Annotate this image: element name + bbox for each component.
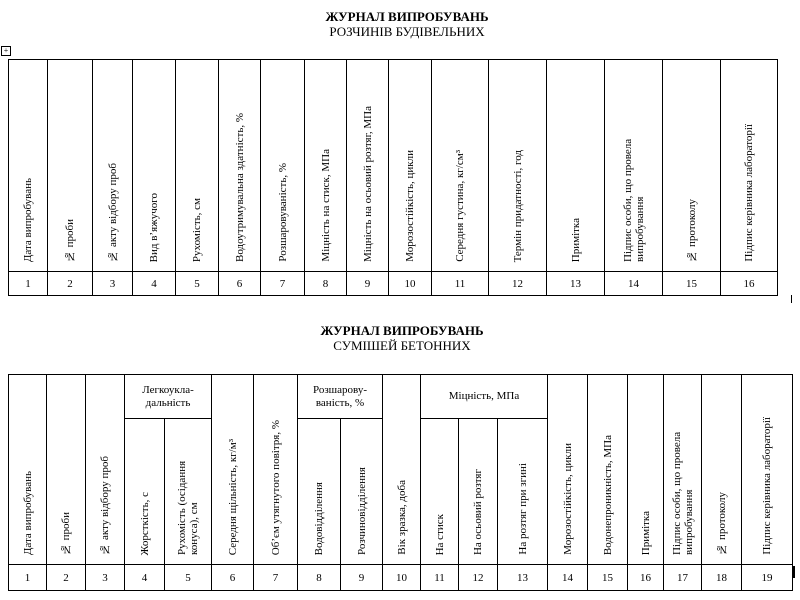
j1-col-header: № акту відбору проб xyxy=(93,60,133,272)
journal2-title-block xyxy=(2,323,800,353)
j2-col-number: 5 xyxy=(165,565,212,591)
j1-col-header: Міцність на осьовий розтяг, МПа xyxy=(347,60,389,272)
journal2-title: ЖУРНАЛ ВИПРОБУВАНЬ xyxy=(320,323,484,338)
j2-col-number: 8 xyxy=(298,565,341,591)
j2-col-header: № проби xyxy=(47,375,86,565)
j1-col-number: 4 xyxy=(133,272,176,296)
j2-col-header: Рухомість (осідання конуса), см xyxy=(165,419,212,565)
j1-col-header: Підпис керівника лабораторії xyxy=(721,60,778,272)
j2-col-number: 6 xyxy=(212,565,254,591)
j2-col-header: Середня щільність, кг/м³ xyxy=(212,375,254,565)
j1-col-number: 13 xyxy=(547,272,605,296)
j2-col-header: На осьовий розтяг xyxy=(459,419,498,565)
j2-col-number: 9 xyxy=(341,565,383,591)
j2-col-number: 2 xyxy=(47,565,86,591)
journal1-number-row xyxy=(9,272,778,296)
journal2-group-header-row xyxy=(9,375,793,419)
j1-col-number: 3 xyxy=(93,272,133,296)
j2-col-header: Дата випробувань xyxy=(9,375,47,565)
j2-col-number: 4 xyxy=(125,565,165,591)
j1-col-number: 8 xyxy=(305,272,347,296)
j2-group-strength: Міцність, МПа xyxy=(421,375,548,419)
j2-col-number: 3 xyxy=(86,565,125,591)
j1-col-header: Дата випробувань xyxy=(9,60,48,272)
j1-col-header: Морозостійкість, цикли xyxy=(389,60,432,272)
j1-col-number: 7 xyxy=(261,272,305,296)
j2-col-header: № акту відбору проб xyxy=(86,375,125,565)
j1-col-number: 16 xyxy=(721,272,778,296)
j2-col-header: Вік зразка, доба xyxy=(383,375,421,565)
table-edge-marker xyxy=(791,295,792,303)
j2-col-number: 11 xyxy=(421,565,459,591)
j1-col-header: № проби xyxy=(48,60,93,272)
journal2-table xyxy=(8,374,793,591)
j2-col-header: Об’єм утягнутого повітря, % xyxy=(254,375,298,565)
j1-col-number: 10 xyxy=(389,272,432,296)
j2-col-number: 16 xyxy=(628,565,664,591)
j2-col-number: 10 xyxy=(383,565,421,591)
j1-col-number: 9 xyxy=(347,272,389,296)
j2-col-header: Примітка xyxy=(628,375,664,565)
j2-col-number: 19 xyxy=(742,565,793,591)
journal1-subtitle: РОЗЧИНІВ БУДІВЕЛЬНИХ xyxy=(329,24,485,39)
j2-col-header: Розчиновідділення xyxy=(341,419,383,565)
j1-col-number: 11 xyxy=(432,272,489,296)
j2-col-number: 7 xyxy=(254,565,298,591)
j1-col-number: 2 xyxy=(48,272,93,296)
journal2-number-row xyxy=(9,565,793,591)
j2-col-number: 1 xyxy=(9,565,47,591)
j1-col-header: Примітка xyxy=(547,60,605,272)
j1-col-header: Рухомість, см xyxy=(176,60,219,272)
journal1-table xyxy=(8,59,778,296)
j1-col-number: 14 xyxy=(605,272,663,296)
j2-col-header: Водовідділення xyxy=(298,419,341,565)
j1-col-header: Термін придатності, год xyxy=(489,60,547,272)
j2-col-header: Підпис особи, що провела випробування xyxy=(664,375,702,565)
journal1-header-row xyxy=(9,60,778,272)
j1-col-number: 1 xyxy=(9,272,48,296)
journal1-title: ЖУРНАЛ ВИПРОБУВАНЬ xyxy=(325,9,489,24)
j2-col-header: На стиск xyxy=(421,419,459,565)
journal1-title-block xyxy=(7,9,800,39)
j2-col-number: 18 xyxy=(702,565,742,591)
j2-col-header: Підпис керівника лабораторії xyxy=(742,375,793,565)
j1-col-header: Вид в’яжучого xyxy=(133,60,176,272)
j1-col-header: № протоколу xyxy=(663,60,721,272)
j1-col-header: Розшаровуваність, % xyxy=(261,60,305,272)
j1-col-number: 5 xyxy=(176,272,219,296)
j2-col-header: № протоколу xyxy=(702,375,742,565)
j1-col-number: 6 xyxy=(219,272,261,296)
j2-col-number: 12 xyxy=(459,565,498,591)
j2-col-number: 15 xyxy=(588,565,628,591)
text-cursor-marker xyxy=(793,566,795,578)
j1-col-number: 12 xyxy=(489,272,547,296)
j2-col-header: На розтяг при згині xyxy=(498,419,548,565)
j2-group-workability: Легкоукла- дальність xyxy=(125,375,212,419)
j1-col-header: Міцність на стиск, МПа xyxy=(305,60,347,272)
j1-col-header: Водоутримувальна здатність, % xyxy=(219,60,261,272)
j2-group-stratification: Розшарову- ваність, % xyxy=(298,375,383,419)
j2-col-number: 14 xyxy=(548,565,588,591)
j2-col-header: Жорсткість, с xyxy=(125,419,165,565)
journal2-subtitle: СУМІШЕЙ БЕТОННИХ xyxy=(333,338,471,353)
table-move-handle-icon[interactable]: + xyxy=(1,46,11,56)
j1-col-header: Підпис особи, що провела випробування xyxy=(605,60,663,272)
j2-col-number: 17 xyxy=(664,565,702,591)
j2-col-header: Морозостійкість, цикли xyxy=(548,375,588,565)
j1-col-header: Середня густина, кг/см³ xyxy=(432,60,489,272)
j2-col-header: Водонепроникність, МПа xyxy=(588,375,628,565)
j2-col-number: 13 xyxy=(498,565,548,591)
j1-col-number: 15 xyxy=(663,272,721,296)
